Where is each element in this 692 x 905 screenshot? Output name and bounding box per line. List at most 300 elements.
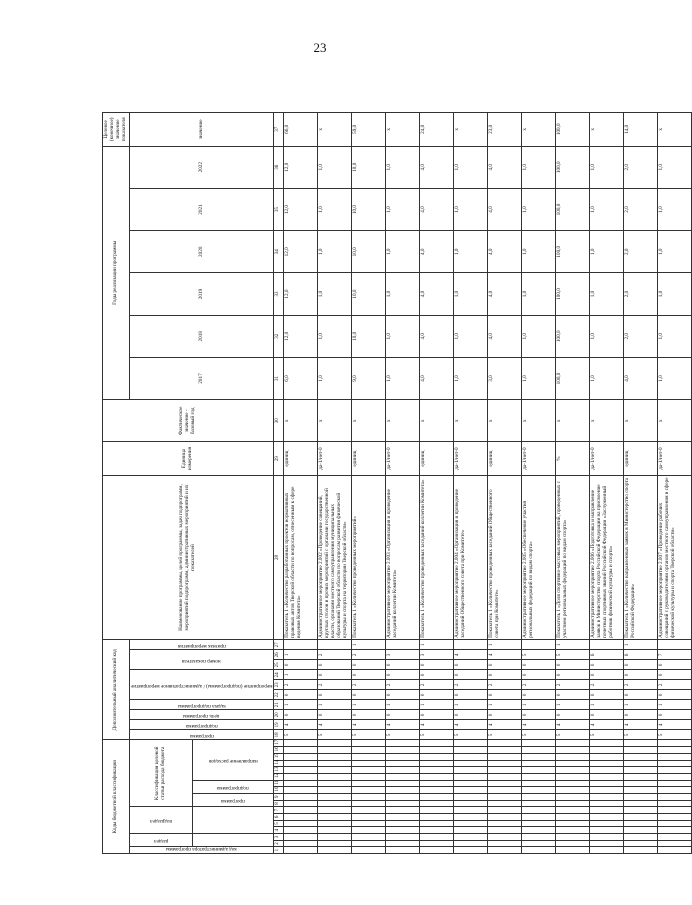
code-cell	[658, 840, 692, 847]
code-cell	[556, 740, 590, 747]
code-cell	[386, 780, 420, 787]
code-cell	[386, 787, 420, 794]
code-cell	[556, 780, 590, 787]
column-number: 30	[274, 400, 284, 442]
code-cell	[420, 760, 454, 767]
code-cell	[624, 827, 658, 834]
row-value-2021: 100,0	[556, 188, 590, 230]
column-number: 21	[274, 700, 284, 710]
code-cell	[352, 840, 386, 847]
code-cell: 4	[386, 720, 420, 730]
row-value-2021: 10,0	[352, 188, 386, 230]
code-cell	[386, 827, 420, 834]
row-value-2021: 1,0	[454, 188, 488, 230]
code-cell	[488, 800, 522, 807]
row-unit: да-1/нет-0	[590, 442, 624, 475]
header-unit: Единица измерения	[103, 442, 274, 475]
code-cell	[454, 787, 488, 794]
code-cell: 0	[352, 660, 386, 670]
code-cell	[318, 747, 352, 754]
code-cell	[386, 847, 420, 854]
code-cell: 0	[386, 690, 420, 700]
row-value-2022: 1,0	[658, 146, 692, 188]
code-cell: 2	[556, 680, 590, 690]
header-name: Наименование программы, целей программы, задач подпрограмм, мероприятий подпрограмм, административных мероприятий и их показателей	[103, 475, 274, 640]
code-cell: 1	[522, 700, 556, 710]
row-unit: единиц	[352, 442, 386, 475]
row-value-2018: 1,0	[454, 315, 488, 357]
code-cell	[522, 767, 556, 774]
code-cell: 2	[318, 650, 352, 660]
code-cell	[420, 840, 454, 847]
code-cell: 6	[624, 650, 658, 660]
code-cell: 4	[352, 720, 386, 730]
code-cell	[590, 840, 624, 847]
row-value-2020: 10,0	[352, 231, 386, 273]
code-cell: 0	[488, 710, 522, 720]
header-codes-group: Коды бюджетной классификации	[103, 740, 130, 854]
row-unit: да-1/нет-0	[658, 442, 692, 475]
column-number: 20	[274, 710, 284, 720]
code-cell	[590, 753, 624, 760]
row-value-2017: 1,0	[454, 357, 488, 399]
code-cell: 4	[488, 720, 522, 730]
code-cell: 5	[556, 650, 590, 660]
code-cell: 1	[488, 640, 522, 650]
row-target: 66,0	[284, 113, 318, 147]
code-cell	[488, 813, 522, 820]
table-row	[624, 113, 658, 854]
code-cell	[590, 780, 624, 787]
header-year-2021: 2021	[129, 188, 273, 230]
code-cell	[420, 773, 454, 780]
code-cell	[454, 820, 488, 827]
column-number: 13	[274, 767, 284, 774]
row-value-2020: 4,0	[488, 231, 522, 273]
code-cell	[318, 840, 352, 847]
code-cell	[284, 820, 318, 827]
row-name: Административное мероприятие 2.006 «Подготовка и направление заявок в Министерство спорта Российской Федерации на присвоение почетных спортивных званий Российской Федерации «Заслуженный работник физической культуры и спорта»	[590, 475, 624, 640]
code-cell: 0	[284, 660, 318, 670]
code-cell: 5	[352, 730, 386, 740]
code-cell	[556, 747, 590, 754]
row-value-2018: 1,0	[522, 315, 556, 357]
table-row	[556, 113, 590, 854]
row-base: х	[522, 400, 556, 442]
code-cell	[624, 847, 658, 854]
code-cell	[420, 767, 454, 774]
header-analytic-6: признак мероприятия	[177, 642, 226, 649]
code-cell	[624, 787, 658, 794]
code-cell	[386, 767, 420, 774]
code-cell: 5	[318, 730, 352, 740]
row-value-2019: 1,0	[318, 273, 352, 315]
code-cell	[318, 827, 352, 834]
code-cell	[522, 747, 556, 754]
code-cell: 0	[454, 660, 488, 670]
row-value-2018: 2,0	[624, 315, 658, 357]
code-cell	[352, 833, 386, 840]
row-name: Показатель 1 «Количество направленных заявок в Министерство спорта Российской Федерации»	[624, 475, 658, 640]
row-value-2018: 1,0	[658, 315, 692, 357]
column-number: 34	[274, 231, 284, 273]
row-value-2020: 1,0	[454, 231, 488, 273]
code-cell	[386, 747, 420, 754]
code-cell: 0	[658, 660, 692, 670]
code-cell	[420, 753, 454, 760]
code-cell: 2	[658, 680, 692, 690]
code-cell	[386, 793, 420, 800]
column-number: 26	[274, 650, 284, 660]
column-number: 29	[274, 442, 284, 475]
row-base: х	[590, 400, 624, 442]
column-numbers-row	[274, 113, 284, 854]
code-cell	[454, 767, 488, 774]
code-cell: 1	[658, 700, 692, 710]
code-cell	[454, 840, 488, 847]
code-cell: 2	[386, 680, 420, 690]
code-cell: 4	[556, 720, 590, 730]
code-cell	[454, 747, 488, 754]
row-value-2017: 1,0	[522, 357, 556, 399]
code-cell: 0	[590, 670, 624, 680]
code-cell	[352, 773, 386, 780]
program-table	[102, 112, 692, 854]
row-name: Показатель 1 «Количество проведенных мероприятий»	[352, 475, 386, 640]
code-cell	[658, 760, 692, 767]
row-value-2020: 2,0	[624, 231, 658, 273]
code-cell: 0	[420, 690, 454, 700]
header-program: программа	[221, 798, 245, 805]
code-cell: 0	[386, 660, 420, 670]
code-cell	[284, 793, 318, 800]
header-target: Целевое (конечное) значение показателя	[103, 113, 130, 147]
code-cell	[522, 833, 556, 840]
code-cell	[522, 773, 556, 780]
code-cell: 0	[352, 690, 386, 700]
code-cell	[590, 747, 624, 754]
row-value-2021: 1,0	[590, 188, 624, 230]
code-cell: 1	[352, 700, 386, 710]
header-year-2017: 2017	[129, 357, 273, 399]
row-value-2017: 3,0	[488, 357, 522, 399]
code-cell: 4	[624, 720, 658, 730]
table-row	[522, 113, 556, 854]
header-analytic-3: задача подпрограммы	[177, 702, 226, 709]
row-value-2022: 4,0	[420, 146, 454, 188]
row-target: 100,0	[556, 113, 590, 147]
code-cell	[318, 753, 352, 760]
code-cell: 1	[624, 700, 658, 710]
row-name: Показатель 1 «Количество проведенных заседаний Общественного совета при Комитете»	[488, 475, 522, 640]
code-cell	[556, 840, 590, 847]
code-cell	[488, 820, 522, 827]
row-value-2018: 1,0	[386, 315, 420, 357]
row-value-2019: 10,0	[352, 273, 386, 315]
row-name: Административное мероприятие 2.002 «Проведение совещаний, круглых столов и прочих мероприятий с органами государственной власти, органами местного самоуправления муниципальных образований Тверской области по вопросам развития физической культуры и спорта на территории Тверской области»	[318, 475, 352, 640]
row-value-2020: 1,0	[658, 231, 692, 273]
code-cell: 5	[658, 730, 692, 740]
code-cell	[284, 813, 318, 820]
row-name: Административное мероприятие 2.004 «Организация и проведение заседаний Общественного совета при Комитете»	[454, 475, 488, 640]
code-cell: 1	[556, 640, 590, 650]
code-cell: 1	[284, 700, 318, 710]
column-number: 7	[274, 807, 284, 814]
code-cell	[556, 847, 590, 854]
table-row	[386, 113, 420, 854]
code-cell	[590, 740, 624, 747]
code-cell	[318, 773, 352, 780]
code-cell	[658, 813, 692, 820]
row-value-2018: 12,0	[284, 315, 318, 357]
code-cell	[284, 833, 318, 840]
code-cell	[318, 800, 352, 807]
code-cell	[386, 813, 420, 820]
code-cell	[488, 747, 522, 754]
row-value-2022: 1,0	[318, 146, 352, 188]
code-cell	[624, 740, 658, 747]
code-cell	[658, 827, 692, 834]
header-analytic-5: номер показателя	[182, 657, 221, 664]
row-base: х	[454, 400, 488, 442]
table-row	[454, 113, 488, 854]
code-cell	[658, 740, 692, 747]
code-cell: 4	[420, 720, 454, 730]
row-base: х	[658, 400, 692, 442]
code-cell	[284, 740, 318, 747]
code-cell: 5	[420, 730, 454, 740]
row-value-2018: 1,0	[318, 315, 352, 357]
code-cell: 0	[590, 660, 624, 670]
code-cell	[420, 780, 454, 787]
header-year-2018: 2018	[129, 315, 273, 357]
row-value-2022: 1,0	[454, 146, 488, 188]
row-value-2017: 6,0	[284, 357, 318, 399]
code-cell	[488, 787, 522, 794]
code-cell: 2	[624, 680, 658, 690]
code-cell	[658, 640, 692, 650]
code-cell: 0	[624, 690, 658, 700]
code-cell: 4	[318, 720, 352, 730]
code-cell	[624, 767, 658, 774]
code-cell	[352, 780, 386, 787]
code-cell: 1	[318, 700, 352, 710]
code-cell	[556, 813, 590, 820]
code-cell	[590, 640, 624, 650]
column-number: 27	[274, 640, 284, 650]
code-cell	[522, 753, 556, 760]
header-year-2019: 2019	[129, 273, 273, 315]
code-cell	[522, 827, 556, 834]
code-cell	[590, 767, 624, 774]
code-cell	[284, 800, 318, 807]
code-cell	[522, 800, 556, 807]
code-cell	[454, 793, 488, 800]
code-cell	[318, 833, 352, 840]
code-cell: 0	[624, 660, 658, 670]
code-cell	[454, 780, 488, 787]
row-unit: да-1/нет-0	[318, 442, 352, 475]
row-target: 14,0	[624, 113, 658, 147]
row-unit: единиц	[420, 442, 454, 475]
row-value-2017: 4,0	[420, 357, 454, 399]
code-cell: 2	[318, 680, 352, 690]
code-cell	[420, 740, 454, 747]
header-years-group: Годы реализации программы	[103, 146, 130, 400]
code-cell	[556, 760, 590, 767]
row-target: х	[522, 113, 556, 147]
code-cell	[386, 753, 420, 760]
column-number: 14	[274, 760, 284, 767]
code-cell: 0	[318, 710, 352, 720]
code-cell	[624, 760, 658, 767]
row-value-2020: 1,0	[318, 231, 352, 273]
code-cell	[352, 760, 386, 767]
code-cell: 4	[284, 720, 318, 730]
code-cell: 1	[420, 640, 454, 650]
row-value-2021: 1,0	[386, 188, 420, 230]
column-number: 4	[274, 827, 284, 834]
column-number: 10	[274, 787, 284, 794]
code-cell	[590, 827, 624, 834]
code-cell: 0	[522, 690, 556, 700]
code-cell	[420, 800, 454, 807]
code-cell: 4	[590, 720, 624, 730]
row-value-2019: 100,0	[556, 273, 590, 315]
code-cell	[386, 833, 420, 840]
code-cell	[318, 813, 352, 820]
code-cell: 0	[386, 670, 420, 680]
code-cell: 0	[386, 710, 420, 720]
row-target: х	[454, 113, 488, 147]
code-cell: 1	[624, 640, 658, 650]
code-cell: 4	[488, 650, 522, 660]
code-cell	[522, 807, 556, 814]
code-cell	[318, 787, 352, 794]
column-number: 2	[274, 840, 284, 847]
code-cell	[284, 847, 318, 854]
code-cell: 0	[420, 670, 454, 680]
table-row	[658, 113, 692, 854]
code-cell	[488, 793, 522, 800]
code-cell: 0	[318, 690, 352, 700]
row-target: х	[590, 113, 624, 147]
column-number: 36	[274, 146, 284, 188]
code-cell	[658, 807, 692, 814]
code-cell	[590, 793, 624, 800]
code-cell: 0	[556, 690, 590, 700]
row-value-2021: 1,0	[522, 188, 556, 230]
row-target: х	[658, 113, 692, 147]
code-cell	[522, 847, 556, 854]
row-value-2019: 1,0	[522, 273, 556, 315]
code-cell: 1	[488, 700, 522, 710]
header-analytic-1: подпрограмма	[185, 722, 218, 729]
code-cell: 0	[318, 660, 352, 670]
column-number: 8	[274, 800, 284, 807]
row-value-2019: 1,0	[658, 273, 692, 315]
code-cell: 5	[284, 730, 318, 740]
code-cell	[658, 773, 692, 780]
code-cell	[522, 840, 556, 847]
row-unit: единиц	[488, 442, 522, 475]
row-value-2020: 1,0	[522, 231, 556, 273]
code-cell	[522, 640, 556, 650]
table-row	[318, 113, 352, 854]
column-number: 37	[274, 113, 284, 147]
code-cell	[386, 807, 420, 814]
code-cell	[624, 793, 658, 800]
code-cell	[624, 833, 658, 840]
code-cell: 5	[556, 730, 590, 740]
rotated-table-area	[102, 112, 677, 854]
code-cell	[488, 807, 522, 814]
header-year-2020: 2020	[129, 231, 273, 273]
code-cell: 0	[454, 690, 488, 700]
column-number: 1	[274, 847, 284, 854]
code-cell	[420, 813, 454, 820]
code-cell	[556, 787, 590, 794]
code-cell	[556, 820, 590, 827]
row-unit: %	[556, 442, 590, 475]
row-value-2022: 100,0	[556, 146, 590, 188]
code-cell: 0	[590, 690, 624, 700]
row-name: Административное мероприятие 2.005 «Обеспечение участия региональных федераций по видам спорта»	[522, 475, 556, 640]
row-value-2019: 1,0	[454, 273, 488, 315]
row-target: 59,0	[352, 113, 386, 147]
code-cell: 0	[556, 660, 590, 670]
column-number: 6	[274, 813, 284, 820]
code-cell	[352, 793, 386, 800]
row-value-2019: 4,0	[488, 273, 522, 315]
code-cell	[386, 640, 420, 650]
row-value-2018: 4,0	[420, 315, 454, 357]
row-value-2019: 4,0	[420, 273, 454, 315]
code-cell	[386, 840, 420, 847]
code-cell	[284, 760, 318, 767]
code-cell: 1	[386, 700, 420, 710]
code-cell: 3	[386, 650, 420, 660]
code-cell: 0	[318, 670, 352, 680]
row-base: х	[318, 400, 352, 442]
row-unit: да-1/нет-0	[454, 442, 488, 475]
code-cell	[590, 813, 624, 820]
code-cell	[488, 773, 522, 780]
code-cell	[658, 833, 692, 840]
column-number: 31	[274, 357, 284, 399]
code-cell	[454, 833, 488, 840]
code-cell	[590, 833, 624, 840]
code-cell	[624, 807, 658, 814]
code-cell	[590, 800, 624, 807]
row-unit: единиц	[624, 442, 658, 475]
code-cell	[318, 820, 352, 827]
code-cell	[454, 813, 488, 820]
column-number: 19	[274, 720, 284, 730]
code-cell	[624, 780, 658, 787]
row-value-2021: 1,0	[658, 188, 692, 230]
code-cell	[488, 827, 522, 834]
row-value-2018: 10,0	[352, 315, 386, 357]
code-cell	[318, 740, 352, 747]
code-cell: 5	[386, 730, 420, 740]
row-value-2019: 1,0	[386, 273, 420, 315]
code-cell	[522, 780, 556, 787]
code-cell	[522, 787, 556, 794]
code-cell: 5	[590, 730, 624, 740]
row-unit: да-1/нет-0	[386, 442, 420, 475]
code-cell	[522, 820, 556, 827]
